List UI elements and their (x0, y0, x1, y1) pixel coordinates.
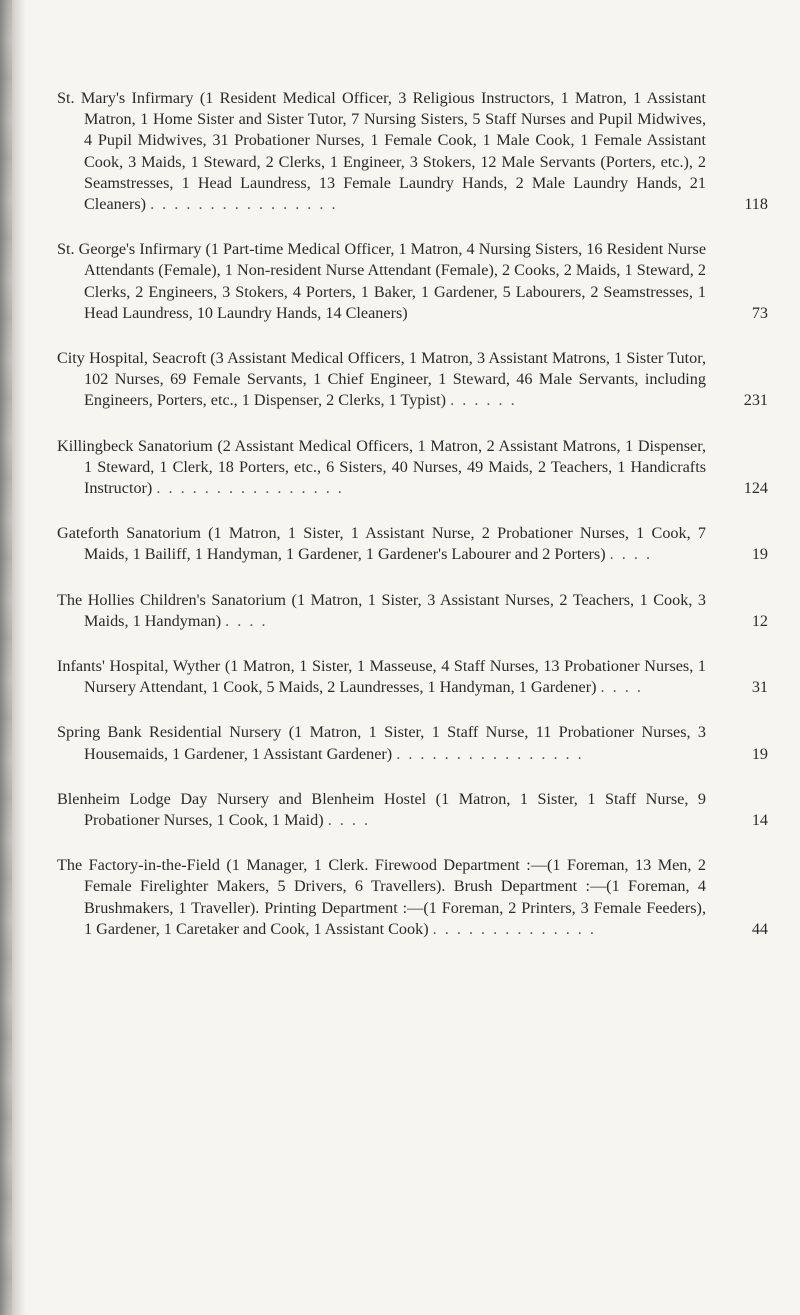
dot-leader: . . . . (327, 811, 371, 830)
staff-count: 31 (751, 678, 768, 697)
staff-count: 124 (743, 479, 768, 498)
dot-leader: . . . . . . . . . . . . . . . . (156, 479, 344, 498)
dot-leader: . . . . (600, 678, 643, 697)
entry-description: Spring Bank Residential Nursery (1 Matron, 1 Sister, 1 Staff Nurse, 11 Probationer Nurses, 3 Housemaids, 1 Gardener, 1 Assistant Gardener) (57, 723, 706, 763)
page-binding-shadow (0, 0, 12, 1315)
entry-description: Killingbeck Sanatorium (2 Assistant Medical Officers, 1 Matron, 2 Assistant Matrons, 1 Dispenser, 1 Steward, 1 Clerk, 18 Porters, etc., 6 Sisters, 40 Nurses, 49 Maids, 2 Teachers, 1 Handicrafts Instructor) (57, 436, 706, 498)
entry-description: The Factory-in-the-Field (1 Manager, 1 Clerk. Firewood Department :—(1 Foreman, 13 Men, 2 Female Firelighter Makers, 5 Drivers, 6 Travellers). Brush Department :—(1 Foreman, 4 Brushmakers, 1 Traveller). Printing Department :—(1 Foreman, 2 Printers, 3 Female Feeders), 1 Gardener, 1 Caretaker and Cook, 1 Assistant Cook) (57, 856, 706, 938)
staff-count: 44 (751, 919, 768, 938)
list-item (57, 348, 768, 412)
list-item (57, 855, 768, 940)
dot-leader: . . . . . . . . . . . . . . (432, 919, 596, 938)
staff-count: 14 (751, 811, 768, 830)
dot-leader: . . . . (609, 545, 652, 564)
entry-description: Gateforth Sanatorium (1 Matron, 1 Sister, 1 Assistant Nurse, 2 Probationer Nurses, 1 Cook, 7 Maids, 1 Bailiff, 1 Handyman, 1 Gardener, 1 Gardener's Labourer and 2 Porters) (57, 524, 706, 564)
list-item (57, 88, 768, 215)
staff-count: 12 (751, 611, 768, 630)
staff-list (57, 88, 768, 964)
staff-count: 73 (751, 303, 768, 322)
entry-description: St. Mary's Infirmary (1 Resident Medical Officer, 3 Religious Instructors, 1 Matron, 1 Assistant Matron, 1 Home Sister and Sister Tutor, 7 Nursing Sisters, 5 Staff Nurses and Pupil Midwives, 4 Pupil Midwives, 31 Probationer Nurses, 1 Female Cook, 1 Male Cook, 1 Female Assistant Cook, 3 Maids, 1 Steward, 2 Clerks, 1 Engineer, 3 Stokers, 12 Male Servants (Porters, etc.), 2 Seamstresses, 1 Head Laundress, 13 Female Laundry Hands, 2 Male Laundry Hands, 21 Cleaners) (57, 89, 706, 214)
list-item (57, 436, 768, 500)
dot-leader: . . . . (225, 611, 268, 630)
dot-leader: . . . . . . . . . . . . . . . . (150, 195, 338, 214)
dot-leader: . . . . . . (450, 391, 517, 410)
staff-count: 19 (751, 545, 768, 564)
staff-count: 231 (743, 391, 768, 410)
dot-leader: . . . . . . . . . . . . . . . . (396, 744, 584, 763)
entry-description: City Hospital, Seacroft (3 Assistant Medical Officers, 1 Matron, 3 Assistant Matrons, 1 Sister Tutor, 102 Nurses, 69 Female Servants, 1 Chief Engineer, 1 Steward, 46 Male Servants, including Engineers, Porters, etc., 1 Dispenser, 2 Clerks, 1 Typist) (57, 349, 706, 410)
entry-description: The Hollies Children's Sanatorium (1 Matron, 1 Sister, 3 Assistant Nurses, 2 Teachers, 1 Cook, 3 Maids, 1 Handyman) (57, 590, 706, 630)
entry-description: Infants' Hospital, Wyther (1 Matron, 1 Sister, 1 Masseuse, 4 Staff Nurses, 13 Probationer Nurses, 1 Nursery Attendant, 1 Cook, 5 Maids, 2 Laundresses, 1 Handyman, 1 Gardener) (57, 657, 706, 697)
entry-description: St. George's Infirmary (1 Part-time Medical Officer, 1 Matron, 4 Nursing Sisters, 16 Resident Nurse Attendants (Female), 1 Non-resident Nurse Attendant (Female), 2 Cooks, 2 Maids, 1 Steward, 2 Clerks, 2 Engineers, 3 Stokers, 4 Porters, 1 Baker, 1 Gardener, 5 Labourers, 2 Seamstresses, 1 Head Laundress, 10 Laundry Hands, 14 Cleaners) (57, 240, 706, 322)
list-item (57, 656, 768, 698)
staff-count: 118 (744, 195, 768, 214)
entry-description: Blenheim Lodge Day Nursery and Blenheim Hostel (1 Matron, 1 Sister, 1 Staff Nurse, 9 Probationer Nurses, 1 Cook, 1 Maid) (57, 789, 706, 830)
staff-count: 19 (751, 744, 768, 763)
list-item (57, 523, 768, 565)
list-item (57, 722, 768, 764)
list-item (57, 239, 768, 324)
page-binding-edge (0, 0, 26, 1315)
list-item (57, 590, 768, 632)
list-item (57, 789, 768, 831)
